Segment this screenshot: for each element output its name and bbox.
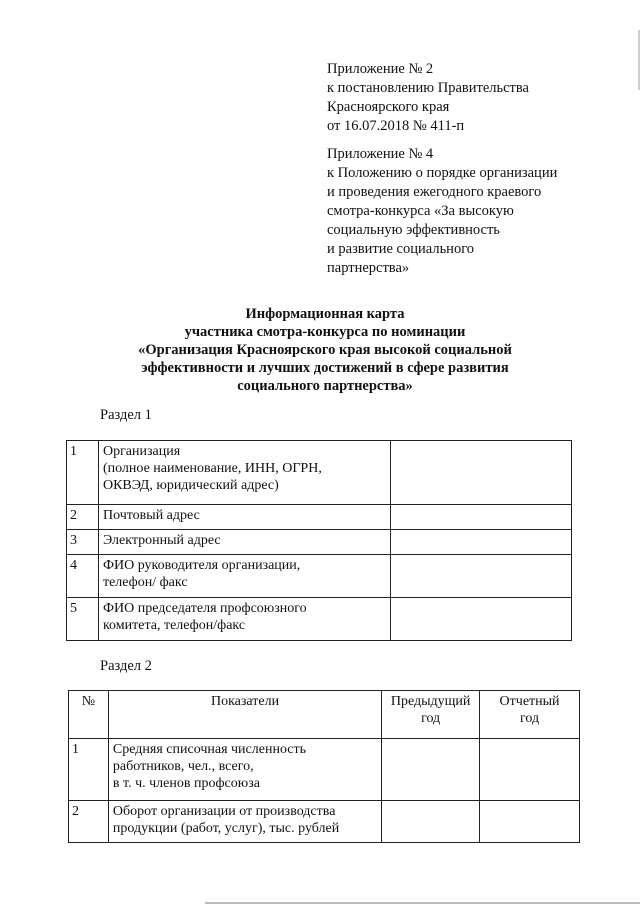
row-value-cell[interactable] [391, 505, 572, 530]
row-label-line: продукции (работ, услуг), тыс. рублей [112, 821, 340, 836]
row-value-cell[interactable] [391, 530, 572, 555]
row-number: 1 [67, 441, 99, 505]
section-1-label: Раздел 1 [100, 407, 152, 423]
appendix-2-header [327, 60, 529, 136]
appendix-line: от 16.07.2018 № 411-п [327, 118, 465, 134]
row-label-line: ОКВЭД, юридический адрес) [102, 478, 279, 493]
table-header-row [69, 691, 580, 739]
row-label [108, 739, 381, 801]
appendix-line: Красноярского края [327, 99, 450, 115]
section-1-table [66, 440, 572, 641]
title-line: участника смотра-конкурса по номинации [184, 324, 466, 340]
row-label-line: Оборот организации от производства [112, 804, 336, 819]
column-header-indicator: Показатели [108, 691, 381, 739]
appendix-line: к Положению о порядке организации [327, 165, 558, 181]
column-header-number: № [69, 691, 109, 739]
appendix-line: Приложение № 2 [327, 61, 434, 77]
row-number: 3 [67, 530, 99, 555]
row-value-cell[interactable] [391, 598, 572, 641]
table-row [67, 530, 572, 555]
appendix-line: партнерства» [327, 260, 410, 276]
row-label-line: Организация [102, 444, 181, 459]
column-header-previous-year [382, 691, 480, 739]
appendix-4-header [327, 145, 557, 278]
title-line: «Организация Красноярского края высокой социальной [138, 342, 512, 358]
table-row [67, 505, 572, 530]
row-label-line: телефон/ факс [102, 575, 188, 590]
section-2-table [68, 690, 580, 843]
row-number: 2 [69, 801, 109, 843]
row-label [98, 530, 390, 555]
row-label [98, 505, 390, 530]
row-value-cell[interactable] [391, 555, 572, 598]
row-number: 2 [67, 505, 99, 530]
previous-year-cell[interactable] [382, 801, 480, 843]
title-line: Информационная карта [245, 306, 405, 322]
row-label-line: ФИО руководителя организации, [102, 558, 301, 573]
row-label [108, 801, 381, 843]
row-label-line: Средняя списочная численность [112, 742, 307, 757]
previous-year-cell[interactable] [382, 739, 480, 801]
current-year-cell[interactable] [480, 739, 580, 801]
table-row [67, 555, 572, 598]
row-label-line: Электронный адрес [102, 533, 221, 548]
section-2-label: Раздел 2 [100, 658, 152, 674]
row-label [98, 555, 390, 598]
appendix-line: Приложение № 4 [327, 146, 434, 162]
appendix-line: смотра-конкурса «За высокую [327, 203, 514, 219]
appendix-line: и развитие социального [327, 241, 475, 257]
header-line: год [519, 711, 540, 726]
row-label-line: комитета, телефон/факс [102, 618, 246, 633]
header-line: Предыдущий [390, 694, 471, 709]
row-label [98, 441, 390, 505]
title-line: социального партнерства» [237, 378, 413, 394]
current-year-cell[interactable] [480, 801, 580, 843]
scan-bottom-edge [205, 902, 640, 904]
column-header-current-year [480, 691, 580, 739]
header-line: Отчетный [499, 694, 560, 709]
row-label-line: ФИО председателя профсоюзного [102, 601, 307, 616]
table-row [67, 441, 572, 505]
appendix-line: социальную эффективность [327, 222, 500, 238]
document-title [90, 305, 560, 395]
appendix-line: к постановлению Правительства [327, 80, 529, 96]
table-row [69, 801, 580, 843]
appendix-line: и проведения ежегодного краевого [327, 184, 542, 200]
row-number: 4 [67, 555, 99, 598]
row-label-line: Почтовый адрес [102, 508, 200, 523]
table-row [69, 739, 580, 801]
row-label-line: (полное наименование, ИНН, ОГРН, [102, 461, 322, 476]
row-label-line: работников, чел., всего, [112, 759, 254, 774]
row-number: 5 [67, 598, 99, 641]
row-number: 1 [69, 739, 109, 801]
title-line: эффективности и лучших достижений в сфере развития [141, 360, 509, 376]
header-line: год [421, 711, 441, 726]
row-label-line: в т. ч. членов профсоюза [112, 776, 260, 791]
table-row [67, 598, 572, 641]
row-value-cell[interactable] [391, 441, 572, 505]
row-label [98, 598, 390, 641]
